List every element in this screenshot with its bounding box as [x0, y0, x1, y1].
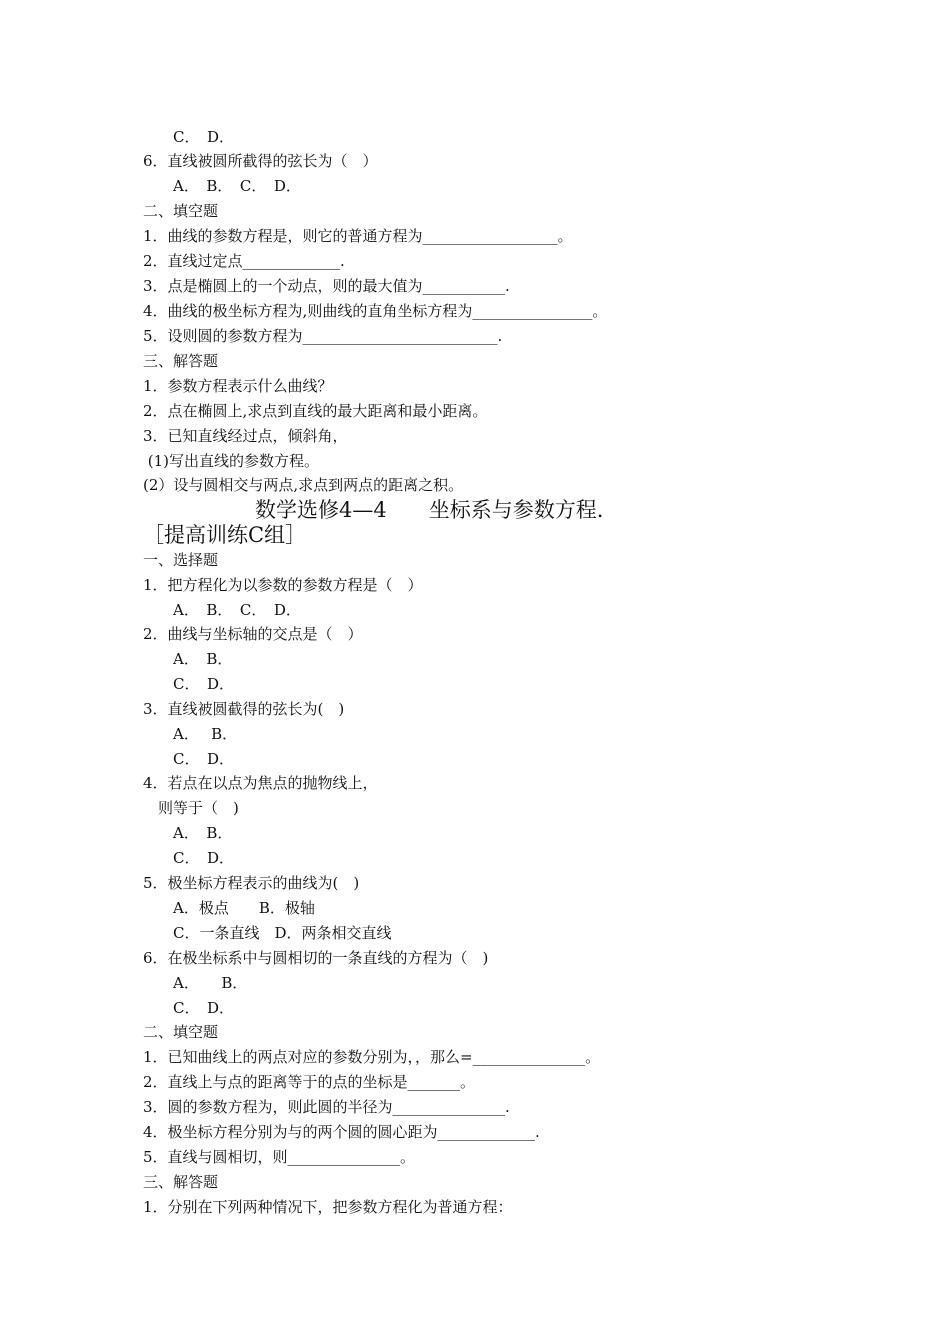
option-line: A． B． — [143, 650, 233, 668]
question-line: 2．直线过定点_____________. — [143, 252, 345, 270]
section-heading: 三、解答题 — [143, 352, 219, 370]
question-line: 1．分别在下列两种情况下，把参数方程化为普通方程： — [143, 1198, 513, 1216]
question-line: 则等于（ ) — [143, 799, 239, 817]
question-line: 6．直线被圆所截得的弦长为（ ） — [143, 152, 378, 170]
option-line: A． B． C． D． — [143, 601, 301, 619]
option-line: A． B． — [143, 974, 248, 992]
option-line: A． B． — [143, 725, 238, 743]
option-line: C． D． — [143, 999, 235, 1017]
question-line: 2．直线上与点的距离等于的点的坐标是_______。 — [143, 1073, 476, 1091]
question-line: 3．圆的参数方程为，则此圆的半径为_______________. — [143, 1098, 510, 1116]
question-line: 3．直线被圆截得的弦长为( ) — [143, 700, 345, 718]
section-heading: 一、选择题 — [143, 551, 219, 569]
question-line: 3．已知直线经过点，倾斜角， — [143, 427, 348, 445]
question-line: 1．已知曲线上的两点对应的参数分别为，，那么=_______________。 — [143, 1048, 601, 1066]
question-line: 3．点是椭圆上的一个动点，则的最大值为___________. — [143, 277, 510, 295]
question-line: 5．设则圆的参数方程为__________________________. — [143, 327, 503, 345]
question-line: 1．参数方程表示什么曲线？ — [143, 377, 333, 395]
question-line: 4．极坐标方程分别为与的两个圆的圆心距为_____________. — [143, 1123, 540, 1141]
sub-question-line: (2）设与圆相交与两点,求点到两点的距离之积。 — [143, 476, 464, 494]
question-line: 4．曲线的极坐标方程为,则曲线的直角坐标方程为________________。 — [143, 302, 608, 320]
option-line: C． D． — [143, 675, 235, 693]
question-line: 1．把方程化为以参数的参数方程是（ ） — [143, 576, 423, 594]
option-line: C．一条直线 D．两条相交直线 — [143, 924, 392, 942]
option-line: C． D． — [143, 128, 235, 146]
question-line: 2．点在椭圆上,求点到直线的最大距离和最小距离。 — [143, 402, 488, 420]
question-line: 6．在极坐标系中与圆相切的一条直线的方程为（ ) — [143, 949, 489, 967]
document-subtitle: ［提高训练C组］ — [143, 523, 307, 547]
option-line: A． B． — [143, 824, 233, 842]
document-title: 数学选修4—4 坐标系与参数方程. — [255, 498, 604, 522]
question-line: 5．直线与圆相切，则_______________。 — [143, 1148, 416, 1166]
question-line: 2．曲线与坐标轴的交点是（ ） — [143, 625, 363, 643]
question-line: 4．若点在以点为焦点的抛物线上， — [143, 774, 378, 792]
option-line: A． B． C． D． — [143, 177, 301, 195]
question-line: 1．曲线的参数方程是，则它的普通方程为__________________。 — [143, 227, 573, 245]
option-line: C． D． — [143, 849, 235, 867]
question-line: 5．极坐标方程表示的曲线为( ) — [143, 874, 360, 892]
option-line: C． D． — [143, 750, 235, 768]
option-line: A．极点 B．极轴 — [143, 899, 315, 917]
section-heading: 二、填空题 — [143, 1023, 219, 1041]
section-heading: 三、解答题 — [143, 1173, 219, 1191]
sub-question-line: (1)写出直线的参数方程。 — [143, 452, 320, 470]
section-heading: 二、填空题 — [143, 202, 219, 220]
